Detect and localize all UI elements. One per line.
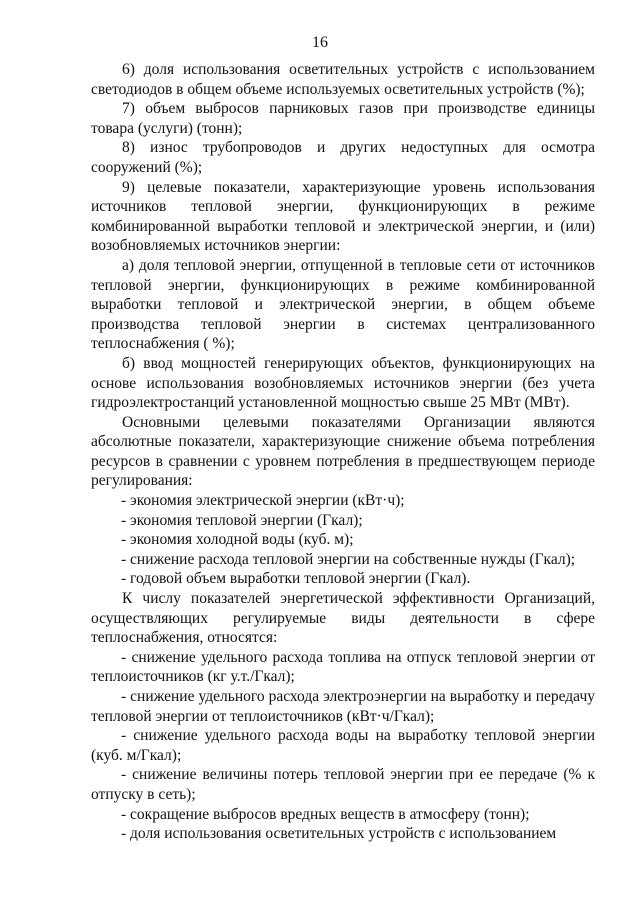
list-item: - экономия холодной воды (куб. м); — [121, 531, 354, 549]
paragraph-item-a: а) доля тепловой энергии, отпущенной в тепловые сети от источников тепловой энергии, функционирующих в режиме комбинированной выработки тепловой и электрической энергии, в общем объеме производства тепловой энергии в системах централизованного теплоснабжения ( %); — [91, 256, 595, 353]
list-item: - доля использования осветительных устройств с использованием — [121, 825, 557, 843]
paragraph-led-share: 6) доля использования осветительных устройств с использованием светодиодов в общем объеме используемых осветительных устройств (%); — [91, 61, 595, 98]
list-item: - снижение удельного расхода электроэнергии на выработку и передачу тепловой энергии от теплоисточников (кВт·ч/Гкал); — [91, 688, 595, 725]
list-item: - снижение расхода тепловой энергии на собственные нужды (Гкал); — [121, 550, 576, 568]
list-item: - снижение удельного расхода воды на выработку тепловой энергии (куб. м/Гкал); — [91, 727, 595, 764]
list-item: - годовой объем выработки тепловой энергии (Гкал). — [121, 570, 471, 588]
document-body — [91, 60, 595, 844]
paragraph-pipeline-wear: 8) износ трубопроводов и других недоступных для осмотра сооружений (%); — [91, 139, 595, 176]
paragraph-main-indicators: Основными целевыми показателями Организации являются абсолютные показатели, характеризующие снижение объема потребления ресурсов в сравнении с уровнем потребления в предшествующем периоде регулирования: — [91, 413, 595, 490]
list-item: - снижение величины потерь тепловой энергии при ее передаче (% к отпуску в сеть); — [91, 766, 595, 803]
paragraph-greenhouse-emissions: 7) объем выбросов парниковых газов при производстве единицы товара (услуги) (тонн); — [91, 100, 595, 137]
list-item: - экономия тепловой энергии (Гкал); — [121, 511, 363, 529]
paragraph-efficiency-indicators: К числу показателей энергетической эффективности Организаций, осуществляющих регулируемые виды деятельности в сфере теплоснабжения, относятся: — [91, 590, 595, 647]
paragraph-item-b: б) ввод мощностей генерирующих объектов, функционирующих на основе использования возобновляемых источников энергии (без учета гидроэлектростанций установленной мощностью свыше 25 МВт (МВт). — [91, 354, 595, 412]
list-item: - снижение удельного расхода топлива на отпуск тепловой энергии от теплоисточников (кг у.т./Гкал); — [91, 648, 595, 686]
paragraph-target-indicators: 9) целевые показатели, характеризующие уровень использования источников тепловой энергии, функционирующих в режиме комбинированной выработки тепловой и электрической энергии, и (или) возобновляемых источников энергии: — [91, 178, 595, 255]
list-item: - сокращение выбросов вредных веществ в атмосферу (тонн); — [121, 805, 530, 823]
page-number: 16 — [312, 34, 328, 51]
list-item: - экономия электрической энергии (кВт·ч); — [121, 492, 405, 510]
